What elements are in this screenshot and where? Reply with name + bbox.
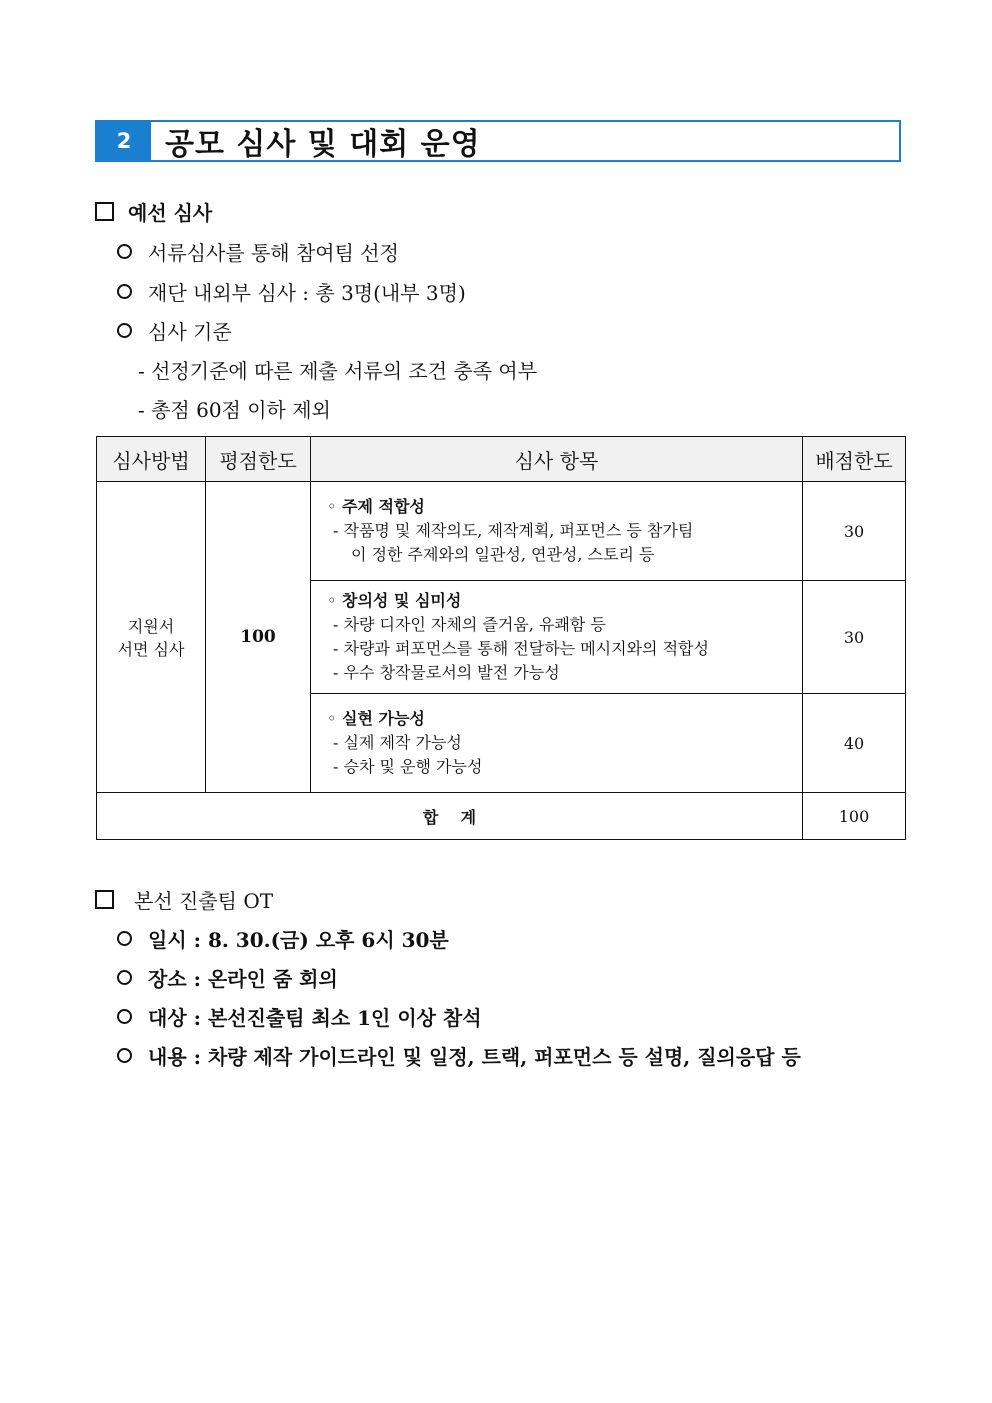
list-item [117,963,338,992]
bullet-text: 일시 : 8. 30.(금) 오후 6시 30분 [148,928,449,952]
score-cell: 40 [803,694,906,793]
list-item [117,1002,482,1031]
circle-bullet-icon [117,1048,132,1063]
bullet-text: 서류심사를 통해 참여팀 선정 [148,241,399,265]
item-title: ◦ 주제 적합성 [327,497,425,516]
item-line: - 우수 창작물로서의 발전 가능성 [333,663,560,682]
circle-bullet-icon [117,970,132,985]
circle-bullet-icon [117,931,132,946]
limit-cell: 100 [206,482,311,793]
bullet-text: 대상 : 본선진출팀 최소 1인 이상 참석 [148,1006,482,1030]
header-items: 심사 항목 [311,437,803,482]
bullet-text: 재단 내외부 심사 : 총 3명(내부 3명) [148,281,466,305]
item-line: - 실제 제작 가능성 [333,733,462,752]
section-header [95,120,901,162]
header-score: 배점한도 [803,437,906,482]
preliminary-heading-text: 예선 심사 [128,201,213,225]
item-line: - 차량과 퍼포먼스를 통해 전달하는 메시지와의 적합성 [333,639,709,658]
items-cell [311,581,803,694]
sub-bullet: - 총점 60점 이하 제외 [138,398,331,422]
score-cell: 30 [803,482,906,581]
bullet-text: 심사 기준 [148,320,232,344]
final-ot-heading [95,885,273,914]
section-title: 공모 심사 및 대회 운영 [165,127,481,162]
score-cell: 30 [803,581,906,694]
method-cell [97,482,206,793]
circle-bullet-icon [117,244,132,259]
section-number: 2 [97,122,151,160]
item-line: - 작품명 및 제작의도, 제작계획, 퍼포먼스 등 참가팀 [333,521,694,540]
list-item [117,316,232,345]
checkbox-icon [95,890,114,909]
header-method: 심사방법 [97,437,206,482]
total-score: 100 [803,793,906,840]
items-cell [311,694,803,793]
total-label: 합 계 [97,793,803,840]
method-line: 서면 심사 [117,640,185,659]
final-ot-heading-text: 본선 진출팀 OT [134,889,274,913]
list-item [117,237,399,266]
checkbox-icon [95,202,114,221]
method-line: 지원서 [127,617,175,636]
table-header-row [97,437,906,482]
list-item [117,277,466,306]
circle-bullet-icon [117,284,132,299]
preliminary-heading [95,197,212,226]
item-line: - 승차 및 운행 가능성 [333,757,483,776]
list-item [117,924,449,953]
header-limit: 평점한도 [206,437,311,482]
sub-bullet: - 선정기준에 따른 제출 서류의 조건 충족 여부 [138,359,538,383]
item-line: 이 정한 주제와의 일관성, 연관성, 스토리 등 [351,545,655,564]
bullet-text: 내용 : 차량 제작 가이드라인 및 일정, 트랙, 퍼포먼스 등 설명, 질의응답 등 [148,1045,801,1069]
item-title: ◦ 실현 가능성 [327,709,425,728]
list-item [117,1041,801,1070]
table-row [97,482,906,581]
total-row [97,793,906,840]
bullet-text: 장소 : 온라인 줌 회의 [148,967,338,991]
item-line: - 차량 디자인 자체의 즐거움, 유쾌함 등 [333,615,606,634]
item-title: ◦ 창의성 및 심미성 [327,591,462,610]
circle-bullet-icon [117,323,132,338]
review-criteria-table [96,436,906,840]
circle-bullet-icon [117,1009,132,1024]
items-cell [311,482,803,581]
